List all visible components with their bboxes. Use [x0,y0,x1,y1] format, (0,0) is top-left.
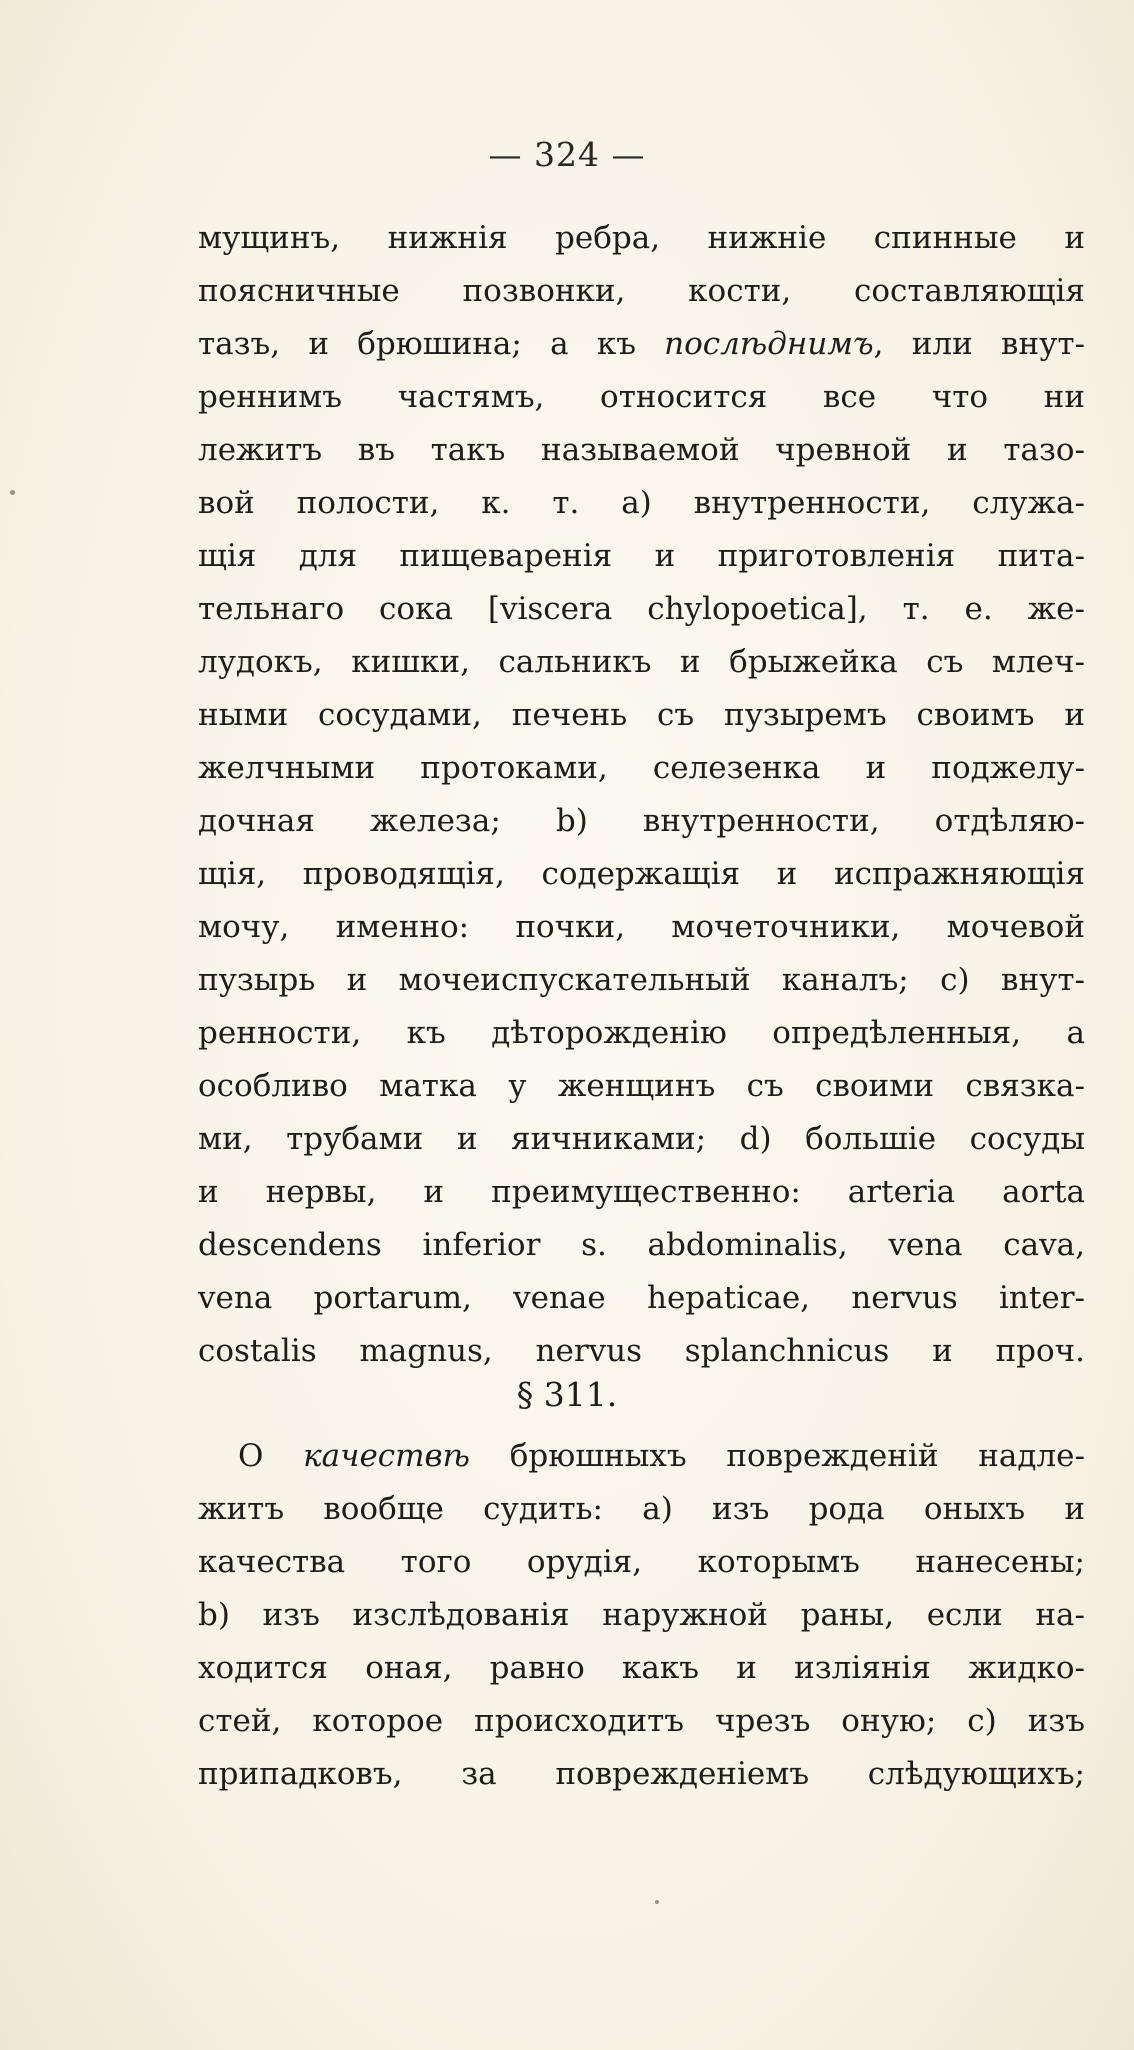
text-fragment: , или внут- [873,326,1085,362]
text-line: вой полости, к. т. a) внутренности, служа- [198,485,1085,521]
text-line: b) изъ изслѣдованія наружной раны, если на- [198,1597,1085,1633]
text-line: лежитъ въ такъ называемой чревной и тазо- [198,432,1085,468]
text-line: щія для пищеваренія и приготовленія пита- [198,538,1085,574]
paragraph-2 [198,1430,1085,1801]
text-line: особливо матка у женщинъ съ своими связка- [198,1068,1085,1104]
page-number: — 324 — [488,135,646,174]
text-line: ми, трубами и яичниками; d) большіе сосуды [198,1121,1085,1157]
text-line: vena portarum, venae hepaticae, nervus inter- [198,1280,1085,1316]
text-line: щія, проводящія, содержащія и испражняющія [198,856,1085,892]
italic-term: качествѣ [303,1438,470,1474]
section-heading: § 311. [516,1375,618,1414]
paper-speck [655,1900,659,1904]
italic-term: послѣднимъ [664,326,874,362]
text-line: мущинъ, нижнія ребра, нижніе спинные и [198,220,1085,256]
text-line: ходится оная, равно какъ и изліянія жидко- [198,1650,1085,1686]
text-line: тельнаго сока [viscera chylopoetica], т. е. же- [198,591,1085,627]
text-line: реннимъ частямъ, относится все что ни [198,379,1085,415]
text-line: желчными протоками, селезенка и поджелу- [198,750,1085,786]
text-fragment: тазъ, и брюшина; а къ [198,326,665,362]
text-line: пузырь и мочеиспускательный каналъ; c) внут- [198,962,1085,998]
text-line: качества того орудія, которымъ нанесены; [198,1544,1085,1580]
text-line-with-italic [198,1430,1085,1483]
text-line: поясничные позвонки, кости, составляющія [198,273,1085,309]
text-line: и нервы, и преимущественно: arteria aorta [198,1174,1085,1210]
text-fragment: брюшныхъ поврежденій надле- [469,1438,1085,1474]
text-line-with-italic [198,318,1085,371]
text-fragment: О [238,1438,304,1474]
text-line: лудокъ, кишки, сальникъ и брыжейка съ млеч- [198,644,1085,680]
text-line: стей, которое происходитъ чрезъ оную; c) изъ [198,1703,1085,1739]
text-line: costalis magnus, nervus splanchnicus и проч. [198,1333,1085,1369]
paragraph-1 [198,212,1085,1378]
text-line: descendens inferior s. abdominalis, vena cava, [198,1227,1085,1263]
paper-speck [10,490,15,495]
text-line: ными сосудами, печень съ пузыремъ своимъ и [198,697,1085,733]
text-line: ренности, къ дѣторожденію опредѣленныя, а [198,1015,1085,1051]
text-line: житъ вообще судить: a) изъ рода оныхъ и [198,1491,1085,1527]
text-line: припадковъ, за поврежденіемъ слѣдующихъ; [198,1756,1085,1792]
text-line: мочу, именно: почки, мочеточники, мочевой [198,909,1085,945]
text-line: дочная железа; b) внутренности, отдѣляю- [198,803,1085,839]
